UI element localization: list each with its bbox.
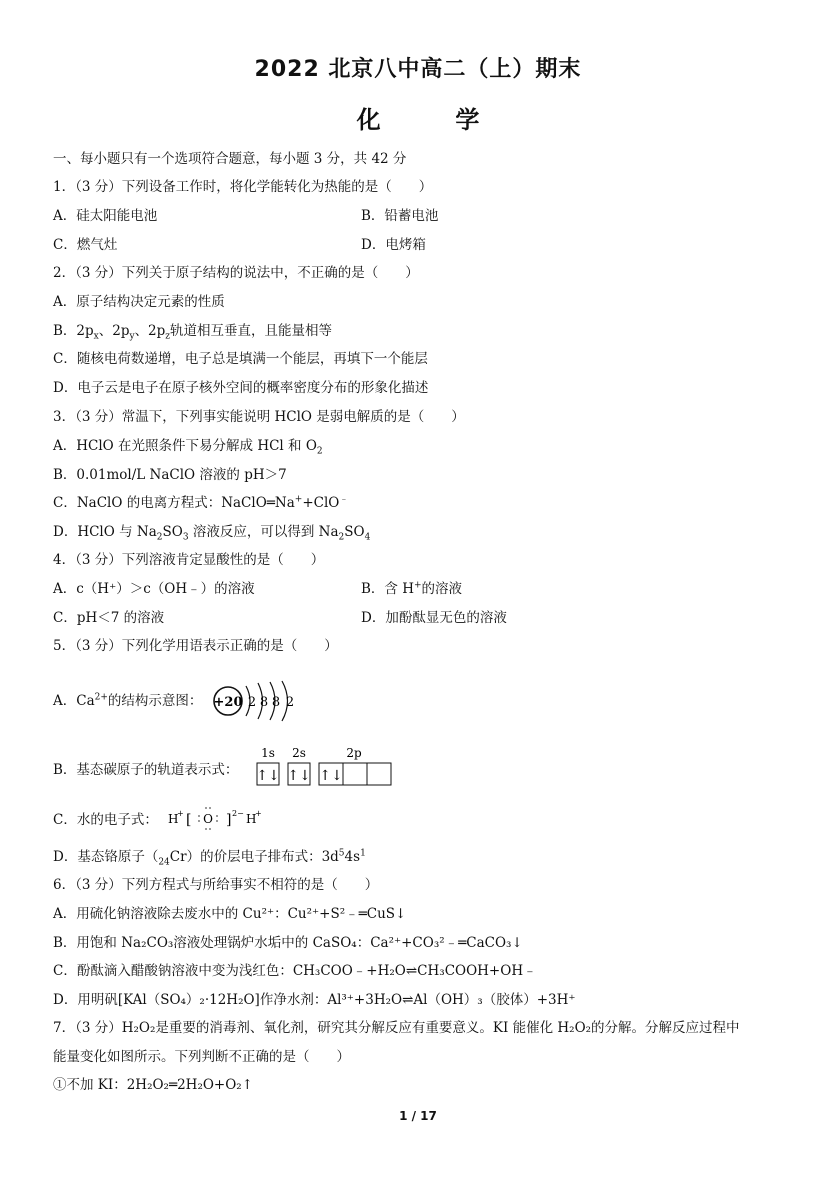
orbital-1s-arrows: ↑↓ (256, 768, 280, 784)
shell-1-electrons: 2 (247, 695, 257, 710)
q3-option-d: D．HClO 与 $Na_2SO_3$ 溶液反应，可以得到 $Na_2SO_4$ (53, 524, 371, 543)
nucleus-charge: +20 (213, 695, 243, 710)
orbital-label-1s: 1s (261, 746, 275, 760)
shell-3-electrons: 8 (271, 695, 281, 710)
q3-stem: 3．（3 分）常温下，下列事实能说明 HClO 是弱电解质的是（ ） (53, 409, 465, 425)
svg-text:2−: 2− (232, 809, 244, 818)
q7-sub-item-1: ①不加 KI：2H₂O₂═2H₂O+O₂↑ (53, 1077, 254, 1093)
q4-option-b: B．含 H+的溶液 (361, 580, 463, 597)
q5-stem: 5．（3 分）下列化学用语表示正确的是（ ） (53, 638, 338, 654)
subject-char-1: 化 (356, 106, 381, 134)
q2-option-d: D．电子云是电子在原子核外空间的概率密度分布的形象化描述 (53, 380, 429, 396)
q6-option-c: C．酚酞滴入醋酸钠溶液中变为浅红色：CH₃COO﹣+H₂O⇌CH₃COOH+OH﹣ (53, 963, 537, 979)
q7-stem-line-1: 7．（3 分）H₂O₂是重要的消毒剂、氧化剂，研究其分解反应有重要意义。KI 能催化 H₂O₂的分解。分解反应过程中 (53, 1020, 740, 1036)
q2-option-b: B．$2p_x$、$2p_y$、$2p_z$轨道相互垂直，且能量相等 (53, 323, 333, 342)
q2-option-a: A．原子结构决定元素的性质 (53, 294, 225, 310)
q3-option-a: A．HClO 在光照条件下易分解成 HCl 和 $O_2$ (53, 438, 323, 457)
q3-option-c: C．NaClO 的电离方程式：NaClO═Na++ClO﹣ (53, 494, 349, 511)
orbital-2p-arrows: ↑↓ (319, 768, 343, 784)
q4-option-d: D．加酚酞显无色的溶液 (361, 610, 507, 626)
q6-option-b: B．用饱和 Na₂CO₃溶液处理锅炉水垢中的 CaSO₄：Ca²⁺+CO₃²﹣═CaCO₃↓ (53, 935, 523, 951)
q2-option-c: C．随核电荷数递增，电子总是填满一个能层，再填下一个能层 (53, 351, 428, 367)
orbital-2s-arrows: ↑↓ (287, 768, 311, 784)
q5-option-b: B．基态碳原子的轨道表示式： (53, 762, 239, 778)
subject-char-2: 学 (455, 106, 480, 134)
water-electron-formula (166, 801, 270, 835)
q2-stem: 2．（3 分）下列关于原子结构的说法中，不正确的是（ ） (53, 265, 419, 281)
q4-stem: 4．（3 分）下列溶液肯定显酸性的是（ ） (53, 552, 325, 568)
svg-text:H: H (246, 812, 257, 826)
q6-stem: 6．（3 分）下列方程式与所给事实不相符的是（ ） (53, 877, 379, 893)
svg-text:]: ] (226, 812, 232, 828)
svg-text:+: + (177, 809, 184, 818)
q7-stem-line-2: 能量变化如图所示。下列判断不正确的是（ ） (53, 1049, 350, 1065)
svg-text:+: + (255, 809, 262, 818)
q5-option-a: A．$Ca^{2+}$的结构示意图： (53, 692, 203, 709)
section-heading: 一、每小题只有一个选项符合题意，每小题 3 分，共 42 分 (53, 151, 407, 167)
q3-option-b: B．0.01mol/L NaClO 溶液的 pH＞7 (53, 467, 287, 483)
orbital-label-2p: 2p (346, 746, 362, 760)
page-number: 1 / 17 (399, 1109, 437, 1123)
q1-option-c: C．燃气灶 (53, 237, 118, 253)
shell-2-electrons: 8 (259, 695, 269, 710)
q4-option-a: A．c（H⁺）＞c（OH﹣）的溶液 (53, 581, 255, 597)
svg-text:H: H (168, 812, 179, 826)
q1-option-a: A．硅太阳能电池 (53, 208, 158, 224)
svg-text:O: O (203, 812, 213, 826)
shell-4-electrons: 2 (285, 695, 295, 710)
q4-option-c: C．pH＜7 的溶液 (53, 610, 165, 626)
q1-option-b: B．铅蓄电池 (361, 208, 439, 224)
q5-option-d: D．基态铬原子$(_{24}Cr)$的价层电子排布式：$3d^54s^1$ (53, 848, 366, 868)
q1-stem: 1．（3 分）下列设备工作时，将化学能转化为热能的是（ ） (53, 179, 433, 195)
q5-option-c: C．水的电子式： (53, 812, 158, 828)
ca-ion-structure-diagram (208, 678, 308, 724)
q6-option-d: D．用明矾[KAl（SO₄）₂·12H₂O]作净水剂：Al³⁺+3H₂O⇌Al（OH）₃（胶体）+3H⁺ (53, 992, 576, 1008)
subject-title (0, 100, 836, 135)
q1-option-d: D．电烤箱 (361, 237, 426, 253)
orbital-label-2s: 2s (292, 746, 306, 760)
exam-title: 2022 北京八中高二（上）期末 (254, 57, 582, 82)
carbon-orbital-diagram (254, 744, 394, 790)
svg-text:[: [ (186, 812, 192, 828)
q6-option-a: A．用硫化钠溶液除去废水中的 Cu²⁺：Cu²⁺+S²﹣═CuS↓ (53, 906, 407, 922)
